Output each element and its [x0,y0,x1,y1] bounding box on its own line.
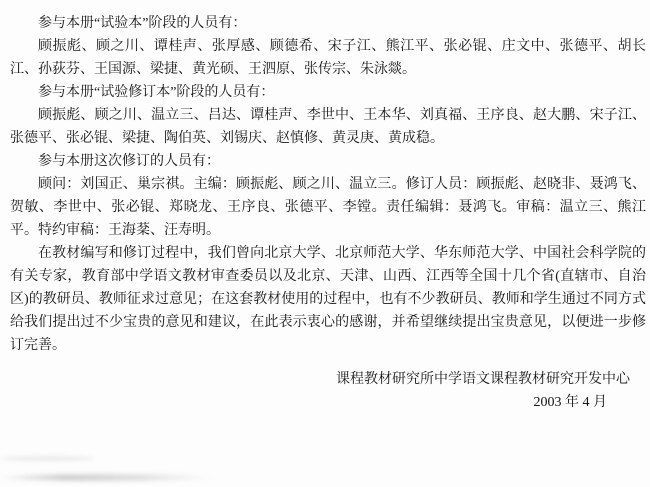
text-line: 区)的教研员、教师征求过意见；在这套教材使用的过程中，也有不少教研员、教师和学生通过不同方式 [10,292,646,307]
text-line: 张德平、张必锟、梁捷、陶伯英、刘锡庆、赵慎修、黄灵庚、黄成稳。 [10,131,444,146]
publisher-organization: 课程教材研究所中学语文课程教材研究开发中心 [336,372,630,387]
text-line: 顾振彪、顾之川、谭桂声、张厚感、顾德希、宋子江、熊江平、张必锟、庄文中、张德平、胡长 [38,39,646,54]
text-line: 顾振彪、顾之川、温立三、吕达、谭桂声、李世中、王本华、刘真福、王序良、赵大鹏、宋子江、 [38,108,646,123]
text-line: 在教材编写和修订过程中，我们曾向北京大学、北京师范大学、华东师范大学、中国社会科学院的 [38,246,646,261]
text-line: 顾问：刘国正、巢宗祺。主编：顾振彪、顾之川、温立三。修订人员：顾振彪、赵晓非、聂鸿飞、 [38,177,646,192]
text-line: 平。特约审稿：王海棻、汪寿明。 [10,223,220,238]
document-body [10,12,646,357]
text-line: 有关专家，教育部中学语文教材审查委员以及北京、天津、山西、江西等全国十几个省(直辖市、自治 [10,269,646,284]
publication-date: 2003 年 4 月 [533,395,607,410]
text-line: 贺敏、李世中、张必锟、郑晓龙、王序良、张德平、李镗。责任编辑：聂鸿飞。审稿：温立三、熊江 [10,200,646,215]
text-line: 给我们提出过不少宝贵的意见和建议，在此表示衷心的感谢，并希望继续提出宝贵意见，以便进一步修 [10,315,646,330]
text-line: 订完善。 [10,338,66,353]
paragraph-heading-line: 参与本册这次修订的人员有： [38,154,220,169]
colophon-footer [10,368,646,414]
scan-artifact [0,474,215,481]
paragraph-heading-line: 参与本册“试验修订本”阶段的人员有： [38,85,275,100]
text-line: 江、孙荻芬、王国源、梁捷、黄光硕、王泗原、张传宗、朱泳燚。 [10,62,416,77]
scan-artifact [0,456,95,461]
paragraph-heading-line: 参与本册“试验本”阶段的人员有： [38,16,247,31]
